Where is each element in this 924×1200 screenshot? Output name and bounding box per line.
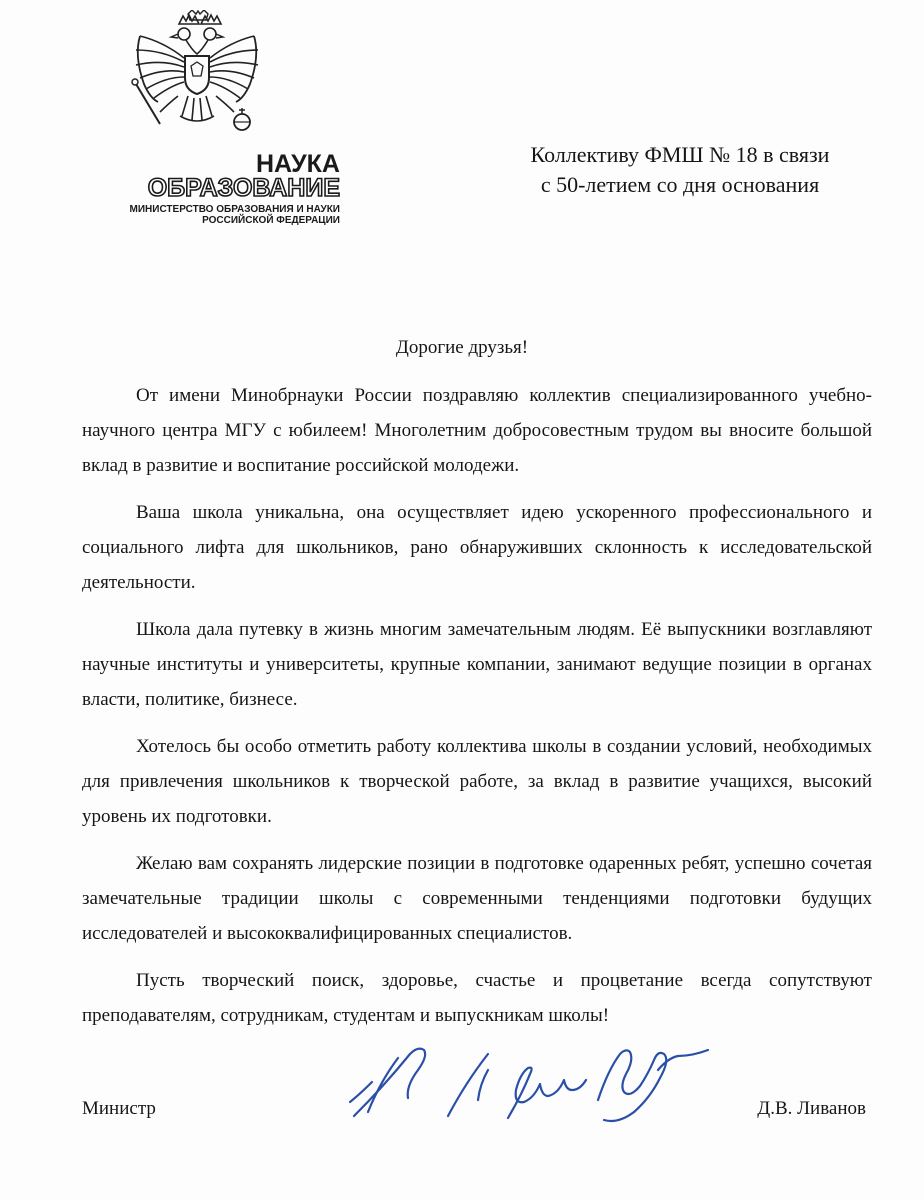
brand-line-nauka: НАУКА (255, 150, 340, 178)
ministry-line-2: РОССИЙСКОЙ ФЕДЕРАЦИИ (202, 215, 340, 226)
paragraph: Хотелось бы особо отметить работу коллектива школы в создании условий, необходимых для привлечения школьников к творческой работе, за вклад в развитие учащихся, высокий уровень их подготовки. (82, 736, 872, 827)
paragraph: Ваша школа уникальна, она осуществляет идею ускоренного профессионального и социального лифта для школьников, рано обнаруживших склонность к исследовательской деятельности. (82, 502, 872, 593)
ministry-line-1: МИНИСТЕРСТВО ОБРАЗОВАНИЯ И НАУКИ (129, 204, 340, 215)
signer-name: Д.В. Ливанов (757, 1098, 866, 1119)
greeting: Дорогие друзья! (395, 337, 529, 358)
letter-body (82, 378, 872, 1045)
paragraph: Желаю вам сохранять лидерские позиции в подготовке одаренных ребят, успешно сочетая замечательные традиции школы с современными тенденциями подготовки будущих исследователей и высококвалифицированных специалистов. (82, 853, 872, 944)
letterhead (112, 10, 352, 232)
double-headed-eagle-icon (122, 10, 272, 160)
brand-line-obrazovanie: ОБРАЗОВАНИЕ (147, 174, 340, 202)
addressee-line-1: Коллективу ФМШ № 18 в связи (530, 142, 830, 167)
handwritten-signature (338, 1030, 738, 1130)
paragraph: От имени Минобрнауки России поздравляю коллектив специализированного учебно-научного центра МГУ с юбилеем! Многолетним добросовестным трудом вы вносите большой вклад в развитие и воспитание российской молодежи. (82, 385, 872, 476)
addressee-line-2: с 50-летием со дня основания (540, 171, 820, 197)
paragraph: Школа дала путевку в жизнь многим замечательным людям. Её выпускники возглавляют научные институты и университеты, крупные компании, занимают ведущие позиции в органах власти, политике, бизнесе. (82, 619, 872, 710)
signer-title: Министр (82, 1098, 156, 1119)
addressee (480, 140, 880, 199)
paragraph: Пусть творческий поиск, здоровье, счастье и процветание всегда сопутствуют преподавателям, сотрудникам, студентам и выпускникам школы! (82, 970, 872, 1026)
